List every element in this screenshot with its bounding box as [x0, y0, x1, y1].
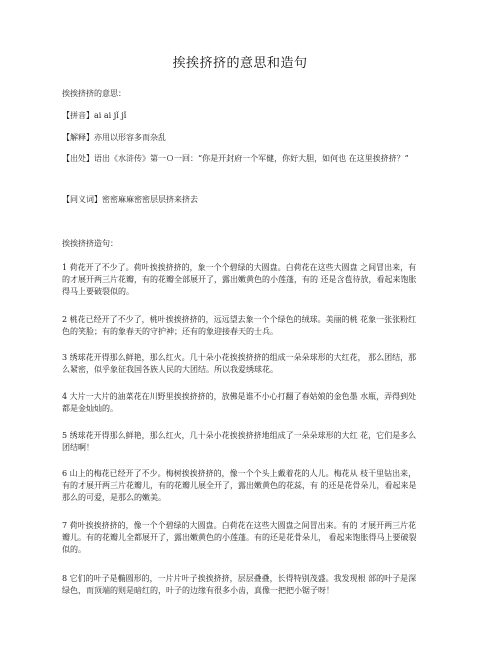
sentence-heading: 挨挨挤挤造句：	[62, 239, 118, 248]
pinyin-line: 【拼音】ai ai jǐ jǐ	[62, 111, 127, 120]
sentence-paragraph-8: 8 它们的叶子是椭圆形的，一片片叶子挨挨挤挤，层层叠叠，长得特别茂盛。我发现根 部的叶子是深绿色，而顶端的则是暗红的，叶子的边缘有很多小齿，真像一把把小锯子呀！	[62, 574, 417, 595]
page-title: 挨挨挤挤的意思和造句	[172, 56, 308, 71]
explanation-line: 【解释】亦用以形容多而杂乱	[62, 133, 166, 142]
sentence-paragraph-4: 4 大片一大片的油菜花在川野里挨挨挤挤的，放佛是谁不小心打翻了春姑娘的金色墨 水瓶，弄得到处都是金灿灿的。	[62, 392, 417, 413]
sentence-paragraph-2: 2 桃花已经开了不少了，桃叶挨挨挤挤的，远远望去象一个个绿色的绒球。美丽的桃 花象一张张粉红色的笑脸；有的象春天的守护神；还有的象迎接春天的士兵。	[62, 315, 417, 336]
sentence-paragraph-7: 7 荷叶挨挨挤挤的，像一个个碧绿的大圆盘。白荷花在这些大圆盘之间冒出来。有的 才展开两三片花瓣儿。有的花瓣儿全都展开了，露出嫩黄色的小莲蓬。有的还是花骨朵儿， 看起来饱胀得马上要破裂似的。	[62, 521, 417, 554]
sentence-paragraph-3: 3 绣球花开得那么鲜艳，那么红火。几十朵小花挨挨挤挤的组成一朵朵球形的大红花， 那么团结，那么紧密，似乎象征我国各族人民的大团结。所以我爱绣球花。	[62, 353, 417, 374]
synonyms-line: 【同义词】密密麻麻密密层层挤来挤去	[62, 195, 198, 204]
source-paragraph: 【出处】语出《水浒传》第一Ｏ一回：“你是开封府一个军健，你好大胆，如何也 在这里挨挤挤？”	[62, 154, 409, 163]
meaning-heading: 挨挨挤挤的意思：	[62, 89, 126, 98]
sentence-paragraph-6: 6 山上的梅花已经开了不少。梅树挨挨挤挤的，像一个个头上戴着花的人儿。梅花从 枝干里钻出来，有的才展开两三片花瓣儿，有的花瓣儿展全开了，露出嫩黄色的花蕊，有 的还是花骨朵儿，看起来是那么的可爱，是那么的嫩美。	[62, 469, 417, 502]
sentence-paragraph-5: 5 绣球花开得那么鲜艳，那么红火，几十朵小花挨挨挤挤地组成了一朵朵球形的大红 花，它们是多么团结啊！	[62, 431, 417, 452]
sentence-paragraph-1: 1 荷花开了不少了。荷叶挨挨挤挤的，象一个个碧绿的大圆盘。白荷花在这些大圆盘 之间冒出来，有的才展开两三片花瓣，有的花瓣全部展开了，露出嫩黄色的小莲蓬，有的 还是含苞待放，看起来饱胀得马上要破裂似的。	[62, 263, 417, 296]
